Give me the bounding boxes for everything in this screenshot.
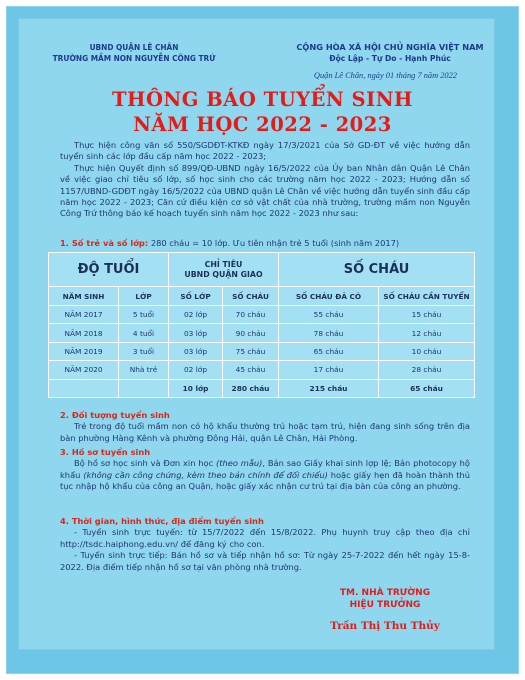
national-motto: Độc Lập - Tự Do - Hạnh Phúc <box>329 54 451 63</box>
table-cell: 12 cháu <box>379 324 475 342</box>
table-cell: 17 cháu <box>279 361 379 379</box>
section-2-heading: 2. Đối tượng tuyển sinh <box>60 410 170 420</box>
quota-label-line2: UBND QUẬN GIAO <box>184 269 263 279</box>
table-cell: NĂM 2020 <box>49 361 119 379</box>
quota-label-line1: CHỈ TIÊU <box>204 259 243 269</box>
total-to-enroll: 65 cháu <box>379 379 475 397</box>
table-cell: 78 cháu <box>279 324 379 342</box>
section-1-line <box>60 238 480 248</box>
section-3-text-e: hoặc giấy hẹn đã hoàn thành thủ tục nhập hộ khẩu của công an Quận, hoặc giấy xác nhận cư trú tại địa bàn của công an phường. <box>60 469 471 492</box>
table-cell: Nhà trẻ <box>119 361 169 379</box>
national-title: CỘNG HÒA XÃ HỘI CHỦ NGHĨA VIỆT NAM <box>296 42 484 52</box>
intro-paragraph-1: Thực hiện công văn số 550/SGDĐT-KTKĐ ngày 17/3/2021 của Sở GD-ĐT về việc hướng dẫn tuyển sinh các lớp đầu cấp năm học 2022 - 2023; <box>60 140 470 162</box>
table-cell: NĂM 2019 <box>49 342 119 360</box>
section-3-text-c: , Bản sao Giấy khai sinh lợp lệ; Bản photocopy hộ khẩu <box>60 458 470 480</box>
issuer-authority: UBND QUẬN LÊ CHÂN <box>89 42 179 52</box>
issuer-school: TRƯỜNG MẦM NON NGUYỄN CÔNG TRỨ <box>52 53 216 63</box>
section-4-direct: - Tuyển sinh trực tiếp: Bán hồ sơ và tiếp nhận hồ sơ: Từ ngày 25-7-2022 đến hết ngày 15-8-2022. Địa điểm tiếp nhận hồ sơ tại văn phòng nhà trường. <box>60 550 470 572</box>
table-cell: 55 cháu <box>279 306 379 324</box>
column-header: LỚP <box>119 287 169 306</box>
national-motto-block <box>270 42 510 64</box>
column-header: NĂM SINH <box>49 287 119 306</box>
table-row <box>49 324 475 342</box>
table-cell: 03 lớp <box>169 324 223 342</box>
table-cell: 4 tuổi <box>119 324 169 342</box>
total-quota: 280 cháu <box>223 379 279 397</box>
enrollment-table <box>48 252 475 398</box>
intro-paragraph-2: Thực hiện Quyết định số 899/QĐ-UBND ngày 16/5/2022 của Ủy ban Nhân dân Quận Lê Chân về việc giao chỉ tiêu số lớp, số học sinh cho các trường năm học 2022 - 2023; Hướng dẫn số 1157/UBND-GDĐT ngày 16/5/2022 của UBND quận Lê Chân về việc hướng dẫn tuyển sinh đầu cấp năm học 2022 - 2023; Căn cứ điều kiện cơ sở vật chất của nhà trường, trường mầm non Nguyễn Công Trứ thông báo kế hoạch tuyển sinh năm học 2022 - 2023 như sau: <box>60 162 470 219</box>
table-cell: 65 cháu <box>279 342 379 360</box>
table-cell: NĂM 2018 <box>49 324 119 342</box>
table-cell: 02 lớp <box>169 361 223 379</box>
column-header: SỐ LỚP <box>169 287 223 306</box>
table-cell: 10 cháu <box>379 342 475 360</box>
table-cell: 03 lớp <box>169 342 223 360</box>
table-cell <box>49 379 119 397</box>
table-row <box>49 361 475 379</box>
table-group-header-row <box>49 253 475 287</box>
signature-org: TM. NHÀ TRƯỜNG <box>339 588 431 598</box>
table-cell: 02 lớp <box>169 306 223 324</box>
group-header-count: SỐ CHÁU <box>279 253 475 287</box>
section-2-text: Trẻ trong độ tuổi mầm non có hộ khẩu thường trú hoặc tạm trú, hiện đang sinh sống trên địa bàn phường Hàng Kênh và phường Đông Hải, quận Lê Chân, Hải Phòng. <box>60 421 470 443</box>
column-header: SỐ CHÁU ĐÃ CÓ <box>279 287 379 306</box>
table-row <box>49 306 475 324</box>
column-header: SỐ CHÁU CẦN TUYỂN <box>379 287 475 306</box>
table-cell: 3 tuổi <box>119 342 169 360</box>
table-cell: 45 cháu <box>223 361 279 379</box>
section-3-heading: 3. Hồ sơ tuyển sinh <box>60 447 151 457</box>
total-classes: 10 lớp <box>169 379 223 397</box>
section-2 <box>60 410 470 444</box>
section-3-text-d: (không cần công chứng, kèm theo bản chính để đối chiếu) <box>83 469 328 480</box>
table-total-row <box>49 379 475 397</box>
section-3-text <box>60 458 470 492</box>
table-cell: 15 cháu <box>379 306 475 324</box>
notice-subtitle: NĂM HỌC 2022 - 2023 <box>133 113 392 136</box>
table-cell: 90 cháu <box>223 324 279 342</box>
intro-paragraphs <box>60 140 470 220</box>
section-1-text: 280 cháu = 10 lớp. Ưu tiên nhận trẻ 5 tuổi (sinh năm 2017) <box>148 238 400 248</box>
signature-name: Trần Thị Thu Thủy <box>330 620 440 632</box>
section-1-heading: 1. Số trẻ và số lớp: <box>60 238 149 248</box>
section-4-online: - Tuyển sinh trực tuyến: từ 15/7/2022 đến 15/8/2022. Phụ huynh truy cập theo địa chỉ http://tsdc.haiphong.edu.vn/ để đăng ký cho con. <box>60 527 470 549</box>
table-cell: 75 cháu <box>223 342 279 360</box>
document-date: Quận Lê Chân, ngày 01 tháng 7 năm 2022 <box>313 71 457 80</box>
table-cell: 5 tuổi <box>119 306 169 324</box>
signature-title: HIỆU TRƯỞNG <box>349 600 421 610</box>
table-cell <box>119 379 169 397</box>
table-cell: NĂM 2017 <box>49 306 119 324</box>
column-header: SỐ CHÁU <box>223 287 279 306</box>
total-existing: 215 cháu <box>279 379 379 397</box>
notice-title: THÔNG BÁO TUYỂN SINH <box>112 88 413 111</box>
group-header-quota <box>169 253 279 287</box>
table-header-row <box>49 287 475 306</box>
group-header-age: ĐỘ TUỔI <box>49 253 169 287</box>
section-4-heading: 4. Thời gian, hình thức, địa điểm tuyển sinh <box>60 516 264 526</box>
section-4 <box>60 516 470 573</box>
issuer-block <box>24 42 244 64</box>
table-cell: 28 cháu <box>379 361 475 379</box>
section-3-text-a: Bộ hồ sơ học sinh và Đơn xin học <box>74 458 216 469</box>
section-3-text-b: (theo mẫu) <box>216 458 263 469</box>
section-3 <box>60 447 470 493</box>
table-cell: 70 cháu <box>223 306 279 324</box>
table-row <box>49 342 475 360</box>
